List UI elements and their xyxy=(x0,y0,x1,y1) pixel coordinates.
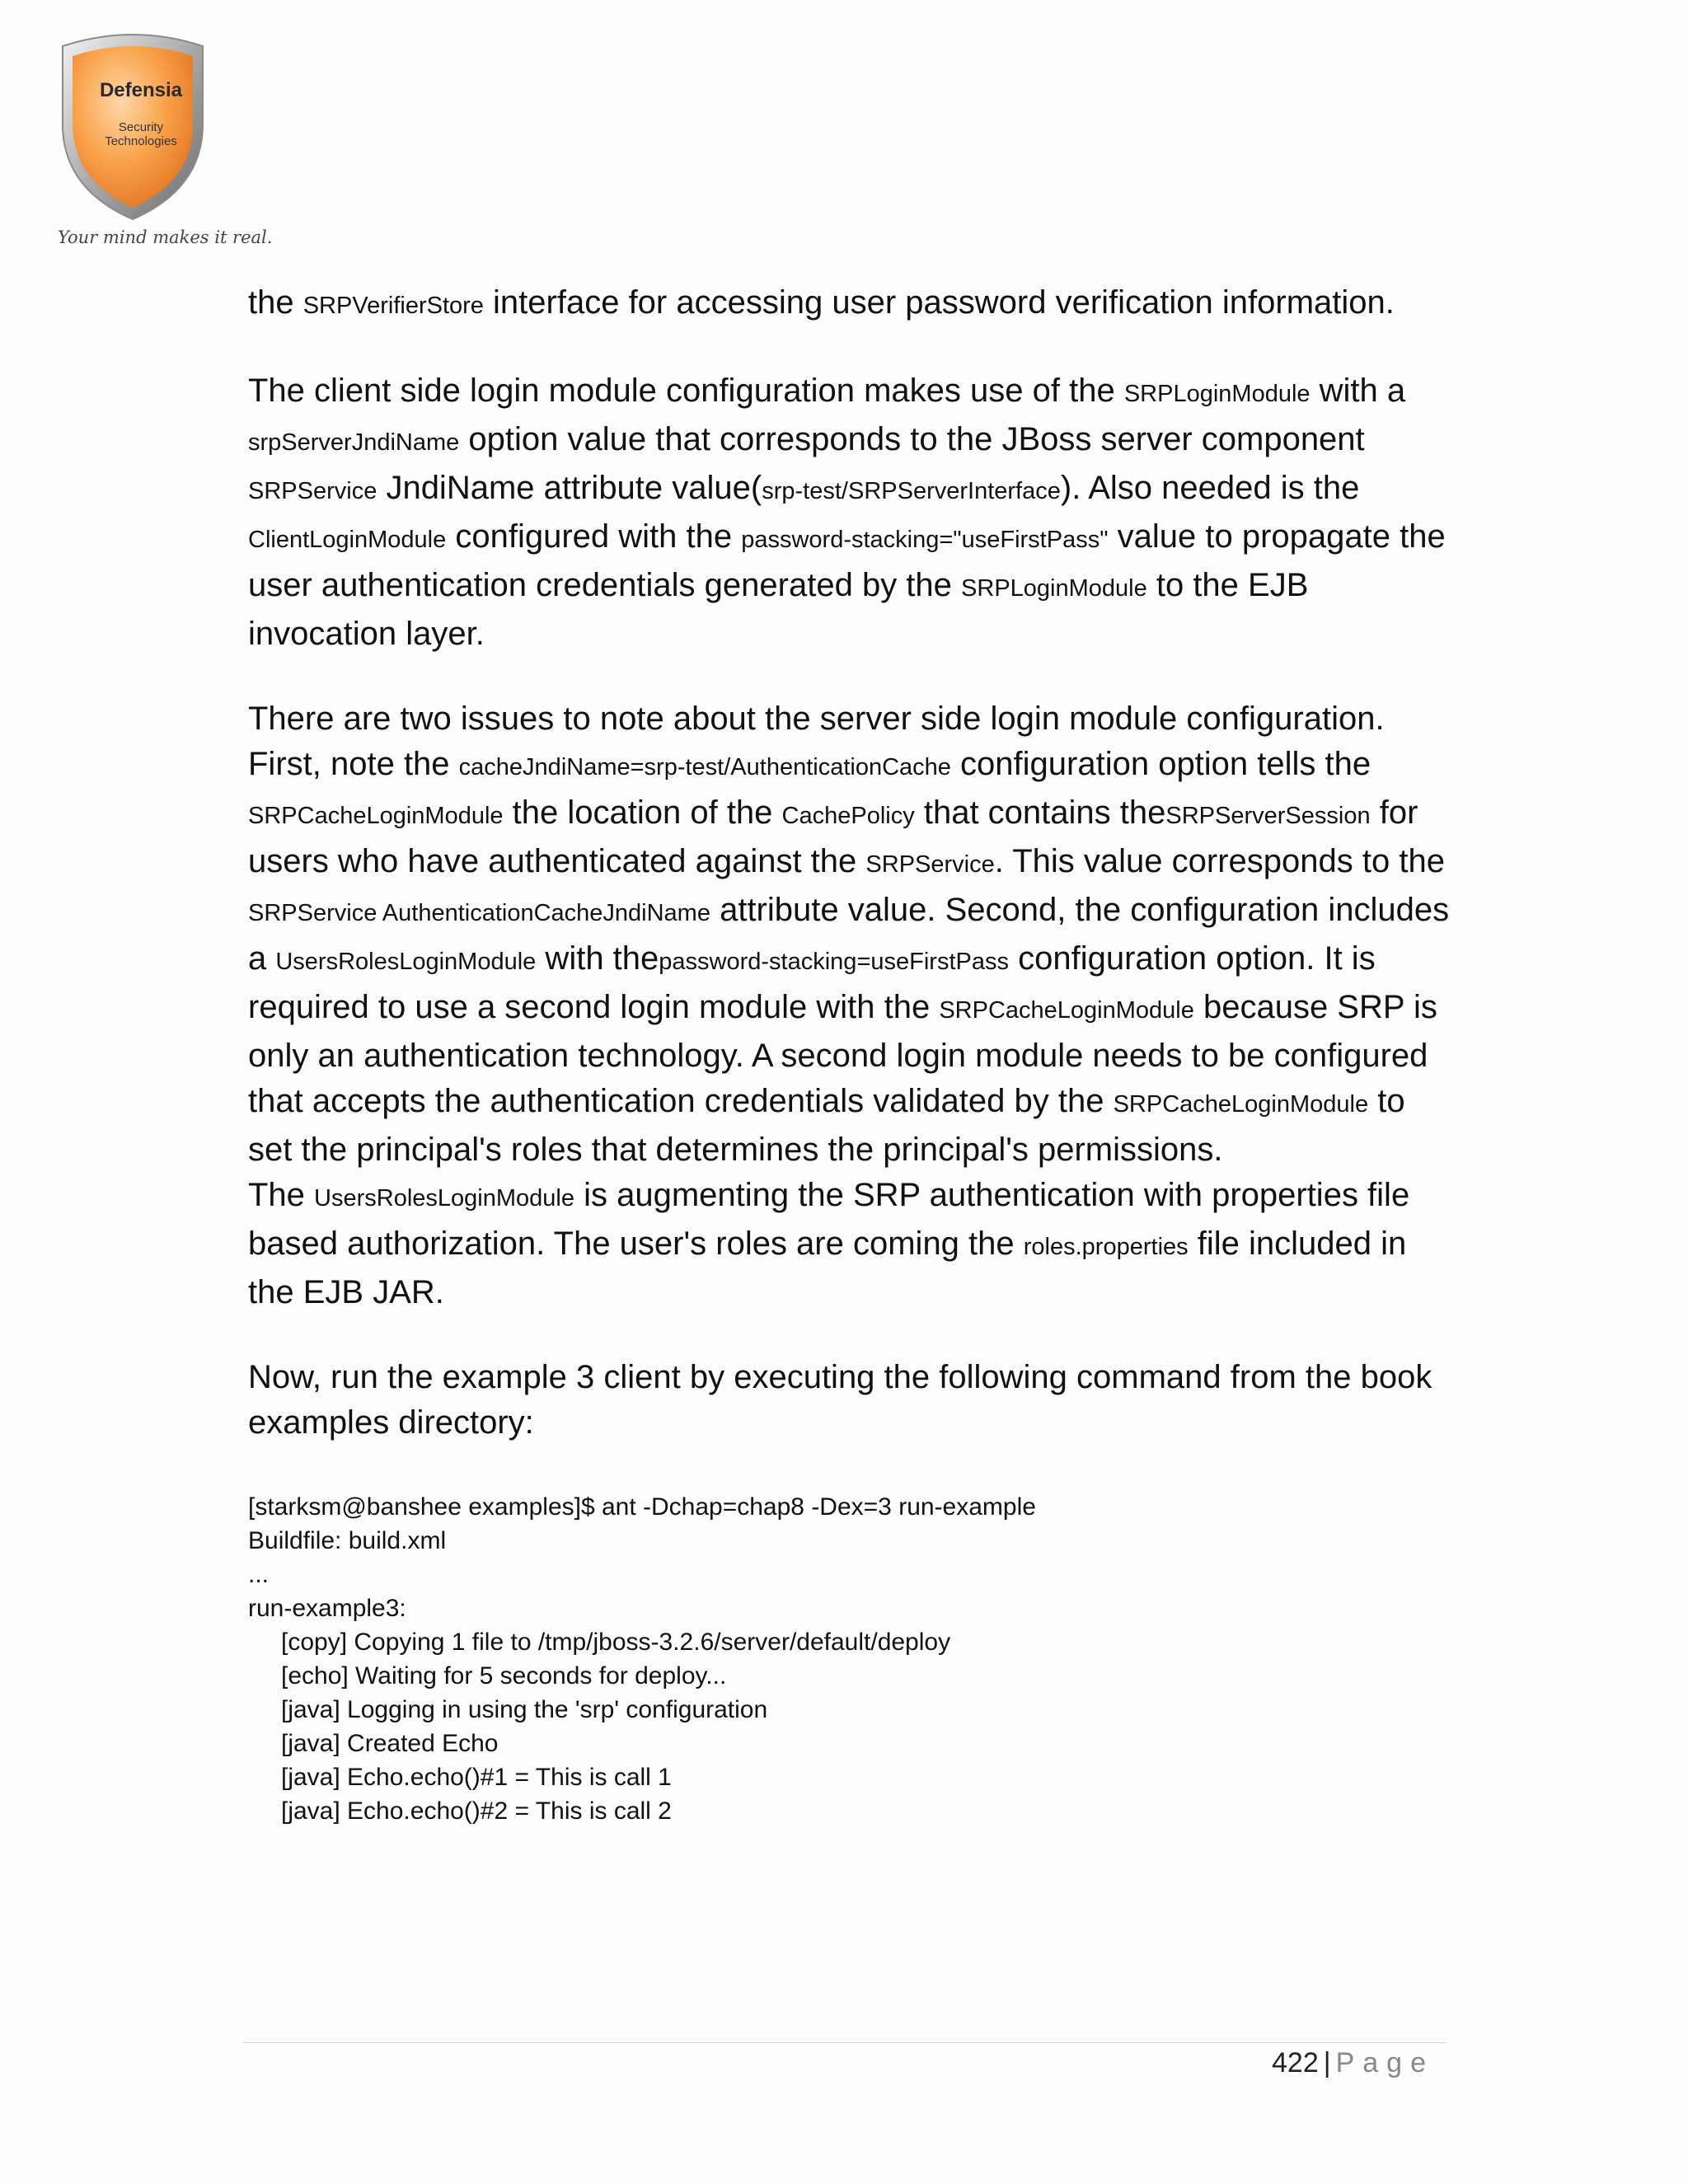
terminal-line: ... xyxy=(248,1561,270,1588)
logo-subtitle: Security Technologies xyxy=(105,120,177,148)
company-logo xyxy=(54,28,273,259)
page-number: 422 xyxy=(1272,2047,1319,2079)
paragraph-client-config: The client side login module configuration makes use of the SRPLoginModule with a srpServerJndiName option value that corresponds to the JBoss server component SRPService JndiName attribute value(srp-test/SRPServerInterface). Also needed is the ClientLoginModule configured with the password-stacking="useFirstPass" value to propagate the user authentication credentials generated by the SRPLoginModule to the EJB invocation layer. xyxy=(248,373,1446,652)
paragraph-run-instructions: Now, run the example 3 client by executing the following command from the book examples directory: xyxy=(248,1359,1432,1441)
terminal-line: [copy] Copying 1 file to /tmp/jboss-3.2.6/server/default/deploy xyxy=(281,1629,951,1656)
footer-separator: | xyxy=(1323,2047,1331,2079)
paragraph-server-config: There are two issues to note about the server side login module configuration. First, note the cacheJndiName=srp-test/AuthenticationCache configuration option tells the SRPCacheLoginModule the location of the CachePolicy that contains theSRPServerSession for users who have authenticated against the SRPService. This value corresponds to the SRPService AuthenticationCacheJndiName attribute value. Second, the configuration includes a UsersRolesLoginModule with thepassword-stacking=useFirstPass configuration option. It is required to use a second login module with the SRPCacheLoginModule because SRP is only an authentication technology. A second login module needs to be configured that accepts the authentication credentials validated by the SRPCacheLoginModule to set the principal's roles that determines the principal's permissions. The UsersRolesLoginModule is augmenting the SRP authentication with properties file based authorization. The user's roles are coming the roles.properties file included in the EJB JAR. xyxy=(248,701,1450,1310)
terminal-line: [java] Created Echo xyxy=(281,1730,499,1757)
terminal-line: run-example3: xyxy=(248,1595,406,1622)
paragraph-verifier-store: the SRPVerifierStore interface for accessing user password verification information. xyxy=(248,284,1395,321)
terminal-line: Buildfile: build.xml xyxy=(248,1527,447,1554)
page-footer xyxy=(1272,2047,1434,2079)
terminal-line: [java] Logging in using the 'srp' configuration xyxy=(281,1696,768,1723)
terminal-line: [java] Echo.echo()#2 = This is call 2 xyxy=(281,1797,672,1825)
terminal-line: [starksm@banshee examples]$ ant -Dchap=chap8 -Dex=3 run-example xyxy=(248,1493,1036,1521)
logo-brand: Defensia xyxy=(99,79,183,101)
terminal-line: [java] Echo.echo()#1 = This is call 1 xyxy=(281,1764,672,1791)
terminal-line: [echo] Waiting for 5 seconds for deploy... xyxy=(281,1662,727,1690)
page-label: Page xyxy=(1335,2047,1434,2079)
footer-divider xyxy=(243,2042,1447,2043)
logo-tagline: Your mind makes it real. xyxy=(58,227,273,247)
page-body xyxy=(248,280,1451,1828)
terminal-output xyxy=(248,1490,1451,1828)
